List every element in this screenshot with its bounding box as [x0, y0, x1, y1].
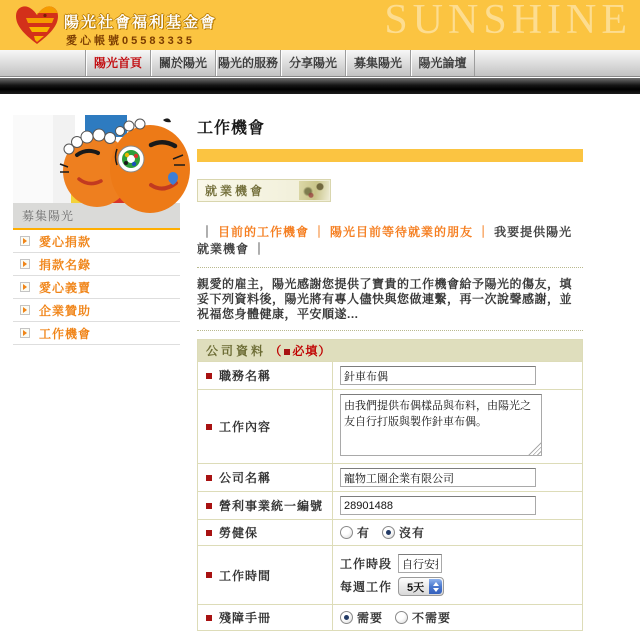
nav-tab-about[interactable]: 關於陽光 — [150, 50, 215, 76]
insurance-yes-radio[interactable] — [340, 526, 353, 539]
nav-tab-share[interactable]: 分享陽光 — [280, 50, 345, 76]
separator: ｜ — [477, 225, 491, 239]
org-name[interactable]: 陽光社會福利基金會 — [64, 14, 218, 31]
handbook-not-needed-radio[interactable] — [395, 611, 408, 624]
dotted-divider — [197, 330, 583, 331]
form-title: 公司資料 — [206, 344, 267, 358]
banner-photo-thumbnail — [299, 181, 329, 200]
main-navbar — [0, 50, 640, 77]
form-row-company-name: 公司名稱 寵物工園企業有限公司 — [198, 464, 583, 492]
select-stepper-icon — [429, 579, 442, 594]
nav-tab-forum[interactable]: 陽光論壇 — [410, 50, 475, 76]
employer-intro-text: 親愛的雇主，陽光感謝您提供了寶貴的工作機會給予陽光的傷友，填妥下列資料後，陽光將有專人儘快與您做連繫，再一次說聲感謝，並祝福您身體健康，平安順遂... — [197, 277, 573, 321]
quick-links — [197, 223, 583, 257]
sidebar — [13, 115, 180, 345]
tax-id-input[interactable] — [340, 496, 536, 515]
employment-section-banner: 就業機會 — [197, 179, 331, 202]
arrow-icon — [20, 328, 30, 338]
main-content — [197, 94, 583, 631]
arrow-icon — [20, 282, 30, 292]
weekly-days-select[interactable]: 5天 — [398, 577, 444, 596]
company-name-input[interactable] — [340, 468, 536, 487]
required-marker — [206, 475, 212, 481]
job-content-textarea[interactable] — [340, 394, 542, 456]
sidebar-menu — [13, 230, 180, 345]
link-waiting-friends[interactable]: 陽光目前等待就業的朋友 — [330, 225, 474, 239]
handbook-needed-radio[interactable] — [340, 611, 353, 624]
sidebar-item-job-opportunity[interactable]: 工作機會 — [13, 322, 180, 345]
yellow-divider-bar — [197, 149, 583, 162]
page-title: 工作機會 — [197, 120, 266, 137]
company-info-form — [197, 339, 583, 631]
arrow-icon — [20, 305, 30, 315]
sidebar-item-donor-list[interactable]: 捐款名錄 — [13, 253, 180, 276]
sidebar-section-title: 募集陽光 — [13, 203, 180, 230]
form-row-job-title: 職務名稱 針車布偶 — [198, 362, 583, 390]
link-offer-job[interactable]: 我要提供陽光就業機會 — [197, 225, 573, 256]
nav-tab-home[interactable]: 陽光首頁 — [85, 50, 150, 76]
site-header — [0, 0, 640, 50]
arrow-icon — [20, 259, 30, 269]
required-note: （ 必填） — [269, 344, 332, 358]
form-header-row — [198, 340, 583, 362]
charity-account-number: 愛心帳號05583335 — [66, 35, 195, 47]
job-title-input[interactable] — [340, 366, 536, 385]
nav-tabs — [85, 50, 475, 77]
required-marker — [206, 572, 212, 578]
separator: ｜ — [313, 225, 327, 239]
required-marker — [206, 530, 212, 536]
sidebar-item-donation[interactable]: 愛心捐款 — [13, 230, 180, 253]
separator: ｜ — [253, 242, 267, 256]
sunshine-watermark: SUNSHINE — [384, 0, 632, 43]
nav-tab-fundraising[interactable]: 募集陽光 — [345, 50, 410, 76]
work-period-input[interactable] — [398, 554, 442, 573]
header-divider-bar — [0, 78, 640, 94]
sidebar-item-corporate-sponsor[interactable]: 企業贊助 — [13, 299, 180, 322]
sunshine-faces-illustration — [13, 115, 180, 203]
form-row-job-content: 工作內容 由我們提供布偶樣品與布料，由陽光之友自行打版與製作針車布偶。 — [198, 390, 583, 464]
required-marker — [206, 424, 212, 430]
form-row-work-time: 工作時間 工作時段 自行安排 每週工作 5天 — [198, 546, 583, 605]
form-row-handbook: 殘障手冊 需要 不需要 — [198, 605, 583, 631]
foundation-heart-logo[interactable] — [14, 4, 60, 46]
insurance-no-radio[interactable] — [382, 526, 395, 539]
required-marker — [206, 373, 212, 379]
required-marker — [206, 615, 212, 621]
required-marker — [284, 349, 290, 355]
nav-tab-services[interactable]: 陽光的服務 — [215, 50, 280, 76]
form-row-tax-id: 營利事業統一編號 28901488 — [198, 492, 583, 520]
sidebar-item-charity-sale[interactable]: 愛心義賣 — [13, 276, 180, 299]
required-marker — [206, 503, 212, 509]
separator: ｜ — [201, 225, 215, 239]
link-current-jobs[interactable]: 目前的工作機會 — [218, 225, 310, 239]
dotted-divider — [197, 267, 583, 268]
arrow-icon — [20, 236, 30, 246]
form-row-insurance: 勞健保 有 沒有 — [198, 520, 583, 546]
